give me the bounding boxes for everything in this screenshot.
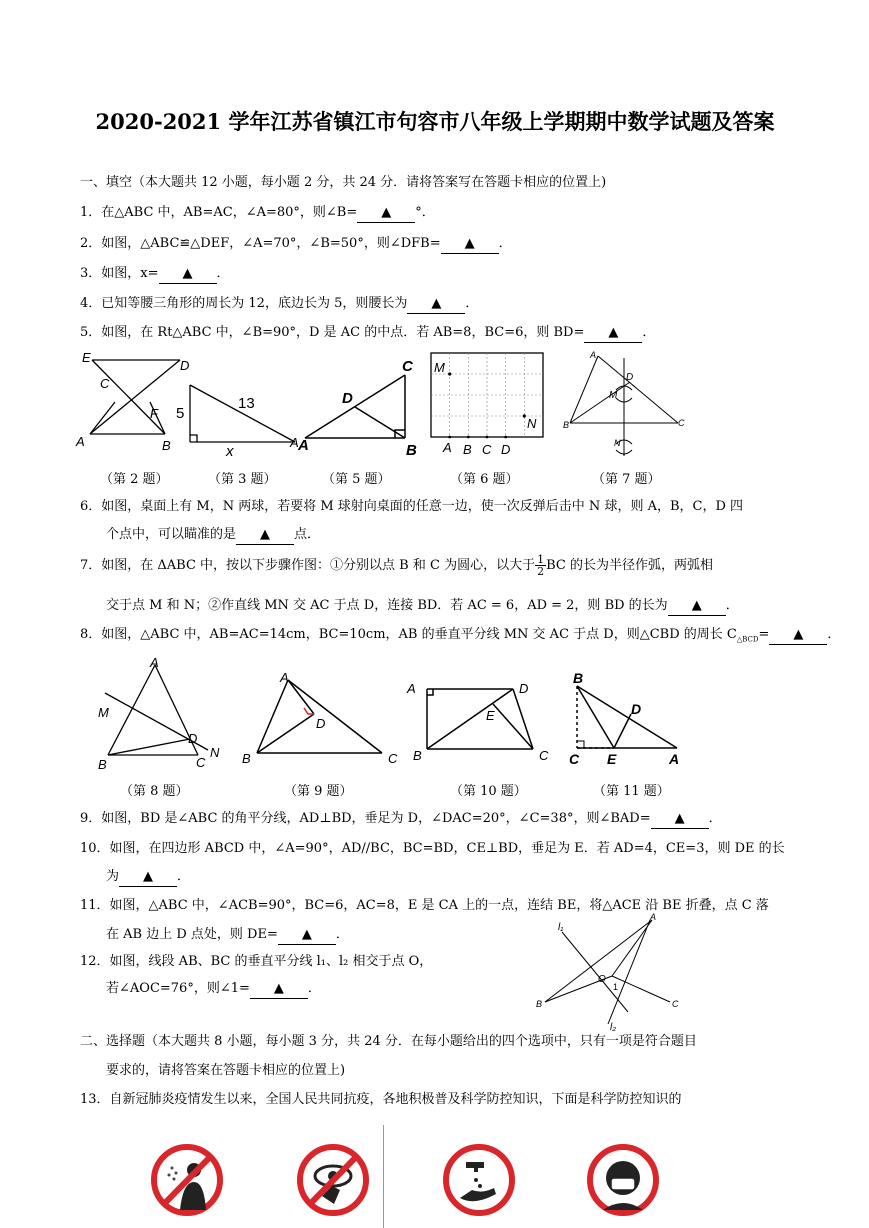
fig8-label-a: A — [150, 655, 159, 670]
wear-mask-sign-icon — [586, 1140, 661, 1228]
fig9-label-b: B — [242, 751, 251, 766]
question-6-line2: 个点中，可以瞄准的是 ▲ 点． — [106, 526, 320, 545]
answer-blank[interactable]: ▲ — [236, 526, 294, 545]
figure-7 — [560, 348, 690, 460]
caption-fig5: （第 5 题） — [322, 472, 391, 487]
fig11-label-d: D — [631, 701, 642, 717]
fig11-label-c: C — [569, 751, 580, 767]
caption-fig9: （第 9 题） — [284, 784, 353, 799]
fig10-label-e: E — [486, 708, 495, 723]
fig2-label-d: D — [180, 358, 190, 373]
fig11-label-e: E — [607, 751, 617, 767]
fig2-label-a: A — [76, 434, 85, 449]
answer-blank[interactable]: ▲ — [357, 204, 415, 223]
question-13: 13．自新冠肺炎疫情发生以来，全国人民共同抗疫，各地积极普及科学防控知识，下面是科学防控知识的 — [80, 1092, 682, 1107]
question-12-line2: 若∠AOC=76°，则∠1= ▲ ． — [106, 980, 321, 999]
answer-blank[interactable]: ▲ — [407, 295, 465, 314]
caption-fig6: （第 6 题） — [450, 472, 519, 487]
question-7-line2: 交于点 M 和 N；②作直线 MN 交 AC 于点 D，连接 BD．若 AC = 6，AD = 2，则 BD 的长为 ▲ ． — [106, 597, 739, 616]
question-8: 8．如图，△ABC 中，AB=AC=14cm，BC=10cm，AB 的垂直平分线 MN 交 AC 于点 D，则△CBD 的周长 $C_{\triangle BCD}=$ ▲ ． — [80, 627, 841, 644]
caption-fig11: （第 11 题） — [593, 784, 670, 799]
fig9-label-c: C — [388, 751, 398, 766]
figure-6 — [430, 352, 545, 457]
caption-fig7: （第 7 题） — [592, 472, 661, 487]
question-10-line1: 10．如图，在四边形 ABCD 中，∠A=90°，AD//BC，BC=BD，CE⊥BD，垂足为 E．若 AD=4，CE=3，则 DE 的长 — [80, 841, 785, 856]
question-3: 3．如图，x= ▲ ． — [80, 265, 230, 284]
figure-2 — [70, 350, 190, 455]
fraction-one-half: $\frac{1}{2}$ — [537, 553, 545, 578]
fig7-label-d: D — [626, 372, 634, 383]
fig12-label-l2: l₂ — [610, 1022, 617, 1033]
fig5-label-a: A — [298, 437, 309, 454]
fig12-label-1: 1 — [613, 982, 619, 992]
fig6-label-d: D — [501, 442, 511, 457]
fig6-label-a: A — [443, 440, 452, 455]
fig7-label-c: C — [678, 418, 685, 428]
section-2-header-line1: 二、选择题（本大题共 8 小题，每小题 3 分，共 24 分．在每小题给出的四个选项中，只有一项是符合题目 — [80, 1034, 697, 1049]
fig10-label-a: A — [407, 681, 416, 696]
fig2-label-f: F — [150, 406, 158, 421]
figure-5 — [300, 355, 425, 460]
fig6-label-c: C — [482, 442, 492, 457]
answer-blank[interactable]: ▲ — [651, 810, 709, 829]
fig8-label-m: M — [98, 705, 109, 720]
answer-blank[interactable]: ▲ — [119, 868, 177, 887]
question-2: 2．如图，△ABC≌△DEF，∠A=70°，∠B=50°，则∠DFB= ▲ ． — [80, 235, 512, 254]
fig2-label-b: B — [162, 438, 171, 453]
wash-hands-sign-icon — [442, 1140, 517, 1228]
caption-fig10: （第 10 题） — [450, 784, 527, 799]
fig12-label-c: C — [672, 999, 679, 1009]
answer-blank[interactable]: ▲ — [250, 980, 308, 999]
question-1: 1．在△ABC 中，AB=AC，∠A=80°，则∠B= ▲ °． — [80, 204, 435, 223]
figure-9 — [242, 668, 402, 773]
question-12-line1: 12．如图，线段 AB、BC 的垂直平分线 l₁、l₂ 相交于点 O， — [80, 954, 433, 969]
fig9-label-a: A — [280, 670, 289, 685]
fig12-label-o: O — [598, 974, 606, 985]
fig12-label-l1: l₁ — [558, 922, 564, 933]
section-2-header-line2: 要求的，请将答案在答题卡相应的位置上) — [106, 1063, 346, 1078]
figure-11 — [565, 668, 690, 768]
fig3-label-13: 13 — [238, 395, 255, 412]
fig9-label-d: D — [316, 716, 326, 731]
question-11-line2: 在 AB 边上 D 点处，则 DE= ▲ ． — [106, 926, 349, 945]
question-9: 9．如图，BD 是∠ABC 的角平分线，AD⊥BD，垂足为 D，∠DAC=20°，∠C=38°，则∠BAD= ▲ ． — [80, 810, 722, 829]
fig7-label-m: M — [609, 390, 618, 401]
fig7-label-a: A — [590, 350, 597, 360]
fig5-label-b: B — [406, 442, 417, 459]
fig5-label-d: D — [342, 390, 353, 407]
question-10-line2: 为 ▲ ． — [106, 868, 190, 887]
fig8-label-c: C — [196, 755, 206, 770]
fig11-label-b: B — [573, 670, 584, 686]
fig6-label-m: M — [434, 360, 445, 375]
fig10-label-c: C — [539, 748, 549, 763]
caption-fig3: （第 3 题） — [208, 472, 277, 487]
figure-12 — [530, 912, 690, 1032]
fig7-label-n: N — [614, 438, 621, 448]
fig5-label-c: C — [402, 358, 413, 375]
fig3-label-a: A — [290, 435, 299, 450]
fig12-label-a: A — [650, 912, 657, 922]
fig3-label-5: 5 — [176, 405, 185, 422]
answer-blank[interactable]: ▲ — [278, 926, 336, 945]
fig11-label-a: A — [669, 751, 680, 767]
fig7-label-b: B — [563, 420, 570, 430]
answer-blank[interactable]: ▲ — [159, 265, 217, 284]
answer-blank[interactable]: ▲ — [441, 235, 499, 254]
answer-blank[interactable]: ▲ — [584, 324, 642, 343]
figure-10 — [403, 675, 553, 767]
fig2-label-c: C — [100, 376, 110, 391]
fig8-label-b: B — [98, 757, 107, 772]
answer-blank[interactable]: ▲ — [769, 626, 827, 645]
question-6-line1: 6．如图，桌面上有 M，N 两球，若要将 M 球射向桌面的任意一边，使一次反弹后击中 N 球，则 A，B，C，D 四 — [80, 499, 744, 514]
answer-blank[interactable]: ▲ — [668, 597, 726, 616]
question-4: 4．已知等腰三角形的周长为 12，底边长为 5，则腰长为 ▲ ． — [80, 295, 478, 314]
fig2-label-e: E — [82, 350, 91, 365]
question-5: 5．如图，在 Rt△ABC 中，∠B=90°，D 是 AC 的中点．若 AB=8，BC=6，则 BD= ▲ ． — [80, 324, 655, 343]
no-touching-eyes-sign-icon — [296, 1140, 371, 1228]
page-title: 2020-2021 学年江苏省镇江市句容市八年级上学期期中数学试题及答案 — [95, 109, 775, 134]
fig8-label-n: N — [210, 745, 220, 760]
question-11-line1: 11．如图，△ABC 中，∠ACB=90°，BC=6，AC=8，E 是 CA 上的一点，连结 BE，将△ACE 沿 BE 折叠，点 C 落 — [80, 898, 769, 913]
fig3-label-x: x — [226, 443, 234, 460]
question-7-line1: 7．如图，在 ΔABC 中，按以下步骤作图：①分别以点 B 和 C 为圆心，以大于 $\frac{1}{2}$ BC 的长为半径作弧，两弧相 — [80, 553, 713, 578]
fig10-label-b: B — [413, 748, 422, 763]
fig6-label-b: B — [463, 442, 472, 457]
fig6-label-n: N — [527, 416, 537, 431]
fig12-label-b: B — [536, 999, 543, 1009]
section-1-header: 一、填空（本大题共 12 小题，每小题 2 分，共 24 分．请将答案写在答题卡相应的位置上) — [80, 175, 607, 190]
fig10-label-d: D — [519, 681, 529, 696]
no-spitting-sign-icon — [150, 1140, 225, 1228]
caption-fig8: （第 8 题） — [120, 784, 189, 799]
caption-fig2: （第 2 题） — [100, 472, 169, 487]
figure-8 — [90, 655, 230, 773]
sign-divider — [383, 1125, 384, 1228]
fig8-label-d: D — [188, 731, 198, 746]
figure-3 — [170, 380, 305, 460]
